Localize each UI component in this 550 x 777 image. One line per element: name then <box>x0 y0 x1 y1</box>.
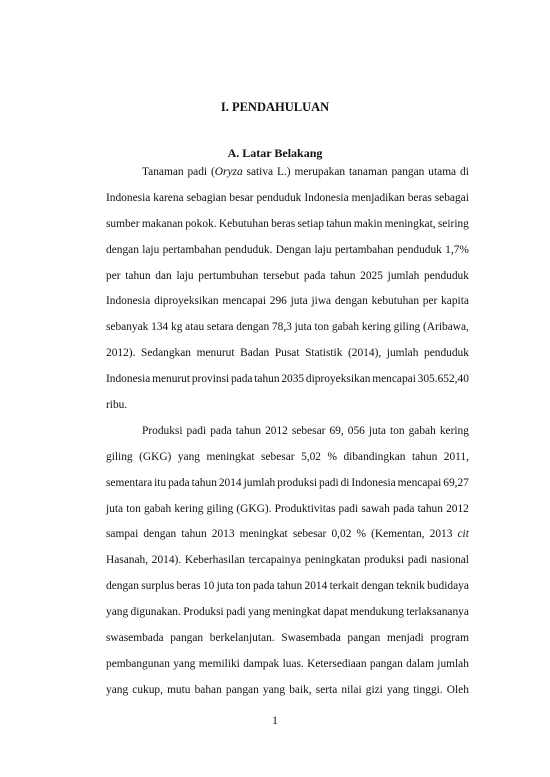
body-text <box>106 160 469 704</box>
text-line: Indonesia karena sebagian besar penduduk Indonesia menjadikan beras sebagai <box>106 191 469 204</box>
text-line: Indonesia diproyeksikan mencapai 296 juta jiwa dengan kebutuhan per kapita <box>106 295 469 308</box>
text-line: per tahun dan laju pertumbuhan tersebut pada tahun 2025 jumlah penduduk <box>106 269 469 282</box>
text-line: yang cukup, mutu bahan pangan yang baik, serta nilai gizi yang tinggi. Oleh <box>106 683 469 696</box>
text-line: juta ton gabah kering giling (GKG). Produktivitas padi sawah pada tahun 2012 <box>106 502 469 515</box>
text-line: ribu. <box>106 399 128 412</box>
section-title: A. Latar Belakang <box>227 146 323 160</box>
page-number: 1 <box>272 715 278 727</box>
text-line: sampai dengan tahun 2013 meningkat sebesar 0,02 % (Kementan, 2013 cit <box>106 528 469 541</box>
text-line: yang digunakan. Produksi padi yang meningkat dapat mendukung terlaksananya <box>106 606 469 619</box>
text-line: Indonesia menurut provinsi pada tahun 2035 diproyeksikan mencapai 305.652,40 <box>106 373 469 386</box>
text-line: pembangunan yang memiliki dampak luas. Ketersediaan pangan dalam jumlah <box>106 657 469 670</box>
text-line: Tanaman padi (Oryza sativa L.) merupakan tanaman pangan utama di <box>142 166 469 178</box>
text-line: 2012). Sedangkan menurut Badan Pusat Statistik (2014), jumlah penduduk <box>106 347 469 360</box>
chapter-title: I. PENDAHULUAN <box>220 100 330 114</box>
text-line: dengan laju pertambahan penduduk. Dengan laju pertambahan penduduk 1,7% <box>106 243 469 256</box>
text-line: sementara itu pada tahun 2014 jumlah produksi padi di Indonesia mencapai 69,27 <box>106 476 469 489</box>
text-line: giling (GKG) yang meningkat sebesar 5,02 % dibandingkan tahun 2011, <box>106 450 469 463</box>
text-line: dengan surplus beras 10 juta ton pada tahun 2014 terkait dengan teknik budidaya <box>106 580 469 593</box>
text-line: swasembada pangan berkelanjutan. Swasembada pangan menjadi program <box>106 632 469 645</box>
text-line: sebanyak 134 kg atau setara dengan 78,3 juta ton gabah kering giling (Aribawa, <box>106 321 469 334</box>
text-line: Produksi padi pada tahun 2012 sebesar 69, 056 juta ton gabah kering <box>142 424 469 437</box>
text-line: Hasanah, 2014). Keberhasilan tercapainya peningkatan produksi padi nasional <box>106 554 469 567</box>
text-line: sumber makanan pokok. Kebutuhan beras setiap tahun makin meningkat, seiring <box>106 217 469 230</box>
